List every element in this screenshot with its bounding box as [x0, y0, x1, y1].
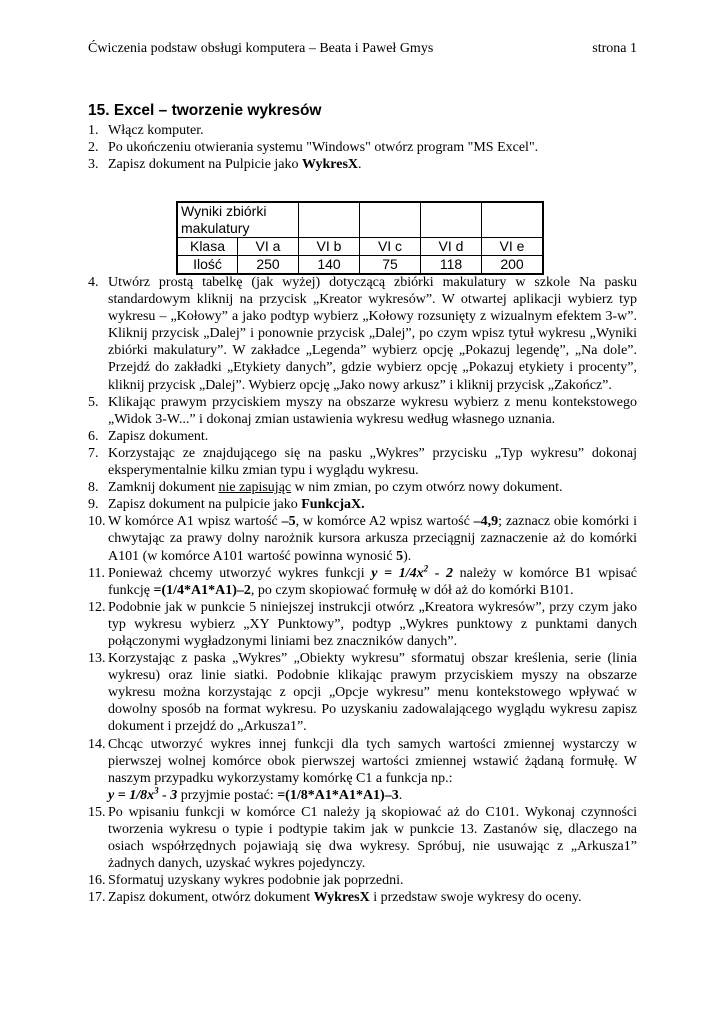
item-text: Zapisz dokument. [108, 428, 209, 444]
item-text: przyjmie postać: [177, 787, 278, 803]
function-formula [108, 785, 178, 803]
header-title: Ćwiczenia podstaw obsługi komputera – Beata i Paweł Gmys [88, 41, 434, 56]
table-caption-row [177, 202, 543, 238]
item-text: Po ukończeniu otwierania systemu "Windows" otwórz program "MS Excel". [108, 140, 539, 156]
item-number: 14. [88, 736, 106, 752]
table-cell: VI a [238, 238, 299, 256]
file-name: FunkcjaX. [301, 497, 365, 513]
item-number: 6. [88, 428, 99, 444]
table-cell: 250 [238, 256, 299, 275]
formula-part: y = 1/4x [371, 565, 424, 581]
table-cell: 200 [482, 256, 544, 275]
item-number: 2. [88, 140, 99, 156]
item-text: . [398, 787, 403, 803]
formula-part: - 3 [158, 787, 178, 803]
list-item [88, 872, 637, 889]
table-header-row [177, 238, 543, 256]
item-text: Zapisz dokument na Pulpicie jako [108, 157, 303, 173]
item-text: Klikając prawym przyciskiem myszy na obszarze wykresu wybierz z menu kontekstowego „Widok 3-W...” i dokonaj zmian ustawienia wykresu według własnego uznania. [108, 394, 637, 427]
page-number: strona 1 [592, 41, 637, 56]
function-formula [371, 562, 454, 581]
table-row [177, 256, 543, 275]
item-text: w nim zmian, po czym otwórz nowy dokument. [291, 480, 563, 496]
list-item [88, 122, 637, 139]
value-text: 5 [396, 548, 404, 564]
list-item [88, 736, 637, 804]
item-number: 8. [88, 480, 99, 496]
item-number: 5. [88, 394, 99, 410]
page-header [88, 41, 637, 59]
list-item [88, 496, 637, 513]
list-item [88, 513, 637, 564]
table-cell [421, 202, 482, 238]
item-text: Zapisz dokument na pulpicie jako [108, 497, 302, 513]
list-item [88, 889, 637, 906]
item-text: Zapisz dokument, otwórz dokument [108, 890, 314, 906]
item-text: , po czym skopiować formułę w dół aż do komórki B101. [250, 582, 574, 598]
underlined-text: nie zapisując [218, 480, 292, 496]
file-name: WykresX [313, 890, 370, 906]
list-item [88, 804, 637, 872]
table-cell: 75 [360, 256, 421, 275]
intro-steps-list [88, 122, 637, 173]
list-item [88, 445, 637, 479]
item-text: Utwórz prostą tabelkę (jak wyżej) dotyczącą zbiórki makulatury w szkole Na pasku standardowym kliknij na przycisk „Kreator wykresów”. W otwartej aplikacji wybierz typ wykresu – „Kołowy” a jako podtyp wybierz „Kołowy rozsunięty z wizualnym efektem 3-w”. Kliknij przycisk „Dalej” i ponownie przycisk „Dalej”, po czym wpisz tytuł wykresu „Wyniki zbiórki makulatury”. W zakładce „Legenda” wybierz opcję „Pokazuj legendę”, „Na dole”. Przejdź do zakładki „Etykiety danych”, gdzie wybierz opcję „Pokazuj etykiety i procenty”, kliknij przycisk „Dalej”. Wybierz opcję „Jako nowy arkusz” i kliknij przycisk „Zakończ”. [108, 275, 637, 393]
item-text: Ponieważ chcemy utworzyć wykres funkcji [108, 565, 372, 581]
item-text: Sformatuj uzyskany wykres podobnie jak poprzedni. [108, 873, 404, 889]
item-number: 11. [88, 565, 105, 581]
item-text: i przedstaw swoje wykresy do oceny. [369, 890, 582, 906]
table-cell: VI e [482, 238, 544, 256]
main-steps-list [88, 274, 637, 906]
exponent: 2 [423, 562, 429, 573]
item-number: 9. [88, 497, 99, 513]
table-cell [360, 202, 421, 238]
item-text: Korzystając z paska „Wykres” „Obiekty wykresu” sformatuj obszar kreślenia, serie (linia wykresu) oraz linie siatki. Podobnie klikając prawym przyciskiem myszy na obszarze wykresu można korzystając z opcji „Opcje wykresu” menu kontekstowego wpływać w dowolny sposób na format wykresu. Po uzyskaniu zadowalającego wyglądu wykresu zapisz dokument i przejdź do „Arkusza1”. [108, 651, 637, 735]
excel-formula: =(1/4*A1*A1)–2 [153, 582, 251, 598]
formula-part: - 2 [428, 565, 454, 581]
item-number: 10. [88, 514, 106, 530]
document-title: 15. Excel – tworzenie wykresów [88, 102, 322, 119]
item-text: Podobnie jak w punkcie 5 niniejszej instrukcji otwórz „Kreatora wykresów”, przy czym jako typ wykresu wybierz „XY Punktowy”, podtyp „Wykres punktowy z punktami danych połączonymi wygładzonymi liniami bez znaczników danych”. [108, 599, 637, 649]
table-cell: VI d [421, 238, 482, 256]
table-cell: VI c [360, 238, 421, 256]
table-cell: 118 [421, 256, 482, 275]
item-text: należy w komórce B1 wpisać funkcję [108, 565, 637, 598]
table-caption: Wyniki zbiórki makulatury [177, 202, 299, 238]
file-name: WykresX [302, 157, 359, 173]
list-item [88, 156, 637, 173]
excel-formula: =(1/8*A1*A1*A1)–3 [277, 787, 399, 803]
item-text: W komórce A1 wpisz wartość [108, 514, 282, 530]
results-table [176, 201, 544, 275]
item-text: ; zaznacz obie komórki i chwytając za prawy dolny narożnik kursora arkusza przeciągnij zaznaczenie aż do komórki A101 (w komórce A101 wartość powinna wynosić [108, 514, 638, 564]
item-text: Włącz komputer. [108, 123, 204, 138]
table-cell: Ilość [177, 256, 238, 275]
formula-part: y = 1/8x [108, 787, 155, 803]
table-cell: Klasa [177, 238, 238, 256]
item-text: , w komórce A2 wpisz wartość [295, 514, 474, 530]
item-number: 16. [88, 873, 106, 889]
item-number: 4. [88, 275, 99, 290]
item-text: ). [403, 548, 412, 564]
list-item [88, 562, 637, 599]
value-text: –5 [281, 514, 296, 530]
item-number: 15. [88, 804, 106, 820]
item-text: Korzystając ze znajdującego się na pasku „Wykres” przycisku „Typ wykresu” dokonaj eksperymentalnie kilku zmian typu i wyglądu wykresu. [108, 445, 637, 479]
item-number: 12. [88, 599, 106, 615]
item-text: . [358, 157, 362, 173]
table-cell [299, 202, 360, 238]
list-item [88, 650, 637, 735]
item-number: 7. [88, 445, 99, 461]
list-item [88, 394, 637, 428]
list-item [88, 274, 637, 394]
list-item [88, 139, 637, 156]
item-text: Po wpisaniu funkcji w komórce C1 należy ją skopiować aż do C101. Wykonaj czynności tworzenia wykresu o typie i podtypie takim jak w punkcie 13. Zastanów się, dlaczego na osiach współrzędnych pojawiają się dwa wykresy. Spróbuj, nie usuwając z „Arkusza1” żadnych danych, uzyskać wykres pojedynczy. [108, 804, 637, 872]
table-cell: VI b [299, 238, 360, 256]
table-cell [482, 202, 544, 238]
list-item [88, 599, 637, 650]
list-item [88, 479, 637, 496]
item-number: 1. [88, 123, 99, 138]
item-text: Zamknij dokument [108, 480, 219, 496]
item-text: Chcąc utworzyć wykres innej funkcji dla tych samych wartości zmiennej wystarczy w pierwszej wolnej komórce obok pierwszej wartości zmiennej wstawić żądaną formułę. W naszym przypadku wykorzystamy komórkę C1 a funkcja np.: [108, 736, 637, 786]
list-item [88, 428, 637, 445]
item-number: 17. [88, 890, 106, 906]
item-number: 13. [88, 651, 106, 667]
value-text: –4,9 [473, 514, 499, 530]
exponent: 3 [154, 785, 159, 796]
table-cell: 140 [299, 256, 360, 275]
item-number: 3. [88, 157, 99, 173]
